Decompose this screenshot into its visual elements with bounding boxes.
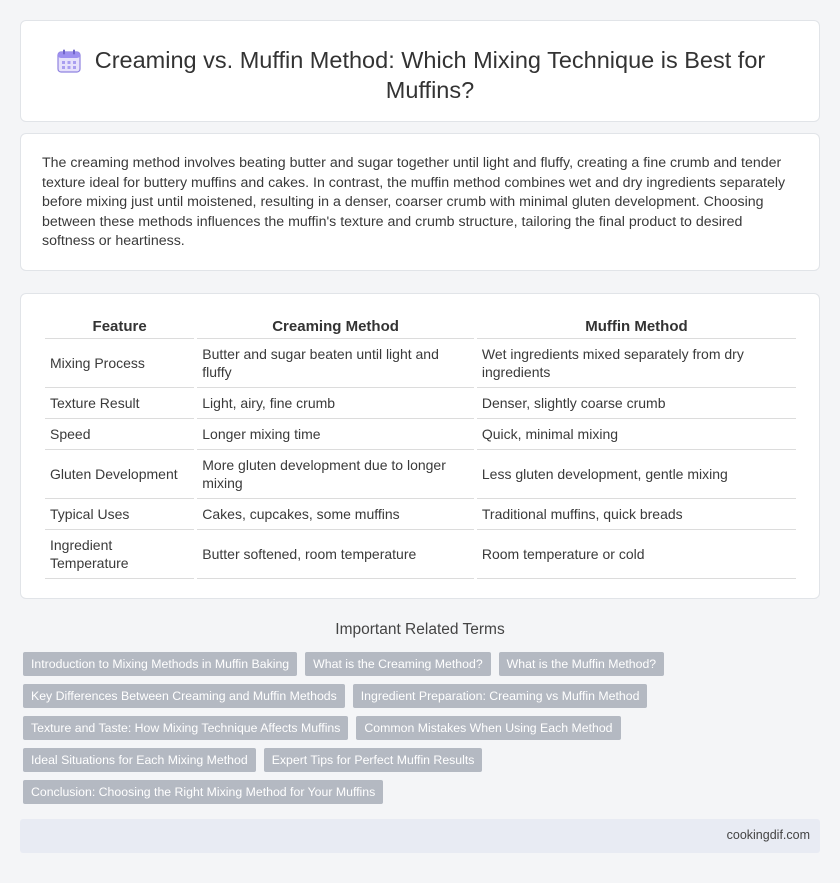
table-cell: Mixing Process <box>45 339 194 388</box>
table-cell: Butter and sugar beaten until light and fluffy <box>197 339 474 388</box>
table-row <box>45 339 796 388</box>
table-row <box>45 388 796 419</box>
related-term-tag[interactable]: Expert Tips for Perfect Muffin Results <box>264 748 483 772</box>
table-cell: Texture Result <box>45 388 194 419</box>
related-term-tag[interactable]: Texture and Taste: How Mixing Technique Affects Muffins <box>23 716 348 740</box>
table-cell: Gluten Development <box>45 450 194 499</box>
table-header-creaming: Creaming Method <box>197 315 474 339</box>
table-header-feature: Feature <box>45 315 194 339</box>
intro-card <box>20 133 820 271</box>
related-terms-list <box>23 652 803 804</box>
table-cell: More gluten development due to longer mixing <box>197 450 474 499</box>
table-header-muffin: Muffin Method <box>477 315 796 339</box>
table-cell: Light, airy, fine crumb <box>197 388 474 419</box>
table-cell: Longer mixing time <box>197 419 474 450</box>
table-cell: Cakes, cupcakes, some muffins <box>197 499 474 530</box>
footer <box>20 819 820 853</box>
title-card <box>20 20 820 122</box>
page-title: Creaming vs. Muffin Method: Which Mixing Technique is Best for Muffins? <box>94 47 766 103</box>
table-cell: Ingredient Temperature <box>45 530 194 579</box>
table-row <box>45 499 796 530</box>
table-cell: Denser, slightly coarse crumb <box>477 388 796 419</box>
table-row <box>45 450 796 499</box>
related-term-tag[interactable]: Common Mistakes When Using Each Method <box>356 716 620 740</box>
related-term-tag[interactable]: Ideal Situations for Each Mixing Method <box>23 748 256 772</box>
table-cell: Speed <box>45 419 194 450</box>
related-term-tag[interactable]: Ingredient Preparation: Creaming vs Muffin Method <box>353 684 648 708</box>
table-cell: Traditional muffins, quick breads <box>477 499 796 530</box>
table-cell: Room temperature or cold <box>477 530 796 579</box>
comparison-table <box>42 315 799 579</box>
related-term-tag[interactable]: Key Differences Between Creaming and Muffin Methods <box>23 684 345 708</box>
related-term-tag[interactable]: What is the Muffin Method? <box>499 652 664 676</box>
related-term-tag[interactable]: Introduction to Mixing Methods in Muffin Baking <box>23 652 297 676</box>
table-row <box>45 530 796 579</box>
footer-site-link[interactable]: cookingdif.com <box>726 828 810 842</box>
comparison-table-card <box>20 293 820 599</box>
table-cell: Butter softened, room temperature <box>197 530 474 579</box>
table-cell: Typical Uses <box>45 499 194 530</box>
related-term-tag[interactable]: What is the Creaming Method? <box>305 652 491 676</box>
table-cell: Wet ingredients mixed separately from dry ingredients <box>477 339 796 388</box>
related-terms-title: Important Related Terms <box>335 621 505 638</box>
calendar-icon <box>56 48 82 74</box>
table-cell: Quick, minimal mixing <box>477 419 796 450</box>
related-term-tag[interactable]: Conclusion: Choosing the Right Mixing Method for Your Muffins <box>23 780 383 804</box>
table-cell: Less gluten development, gentle mixing <box>477 450 796 499</box>
table-row <box>45 419 796 450</box>
intro-paragraph: The creaming method involves beating butter and sugar together until light and fluffy, creating a fine crumb and tender texture ideal for buttery muffins and cakes. In contrast, the muffin method combines wet and dry ingredients separately before mixing just until moistened, resulting in a denser, coarser crumb with minimal gluten development. Choosing between these methods influences the muffin's texture and crumb structure, tailoring the final product to desired softness or heartiness. <box>42 155 786 249</box>
